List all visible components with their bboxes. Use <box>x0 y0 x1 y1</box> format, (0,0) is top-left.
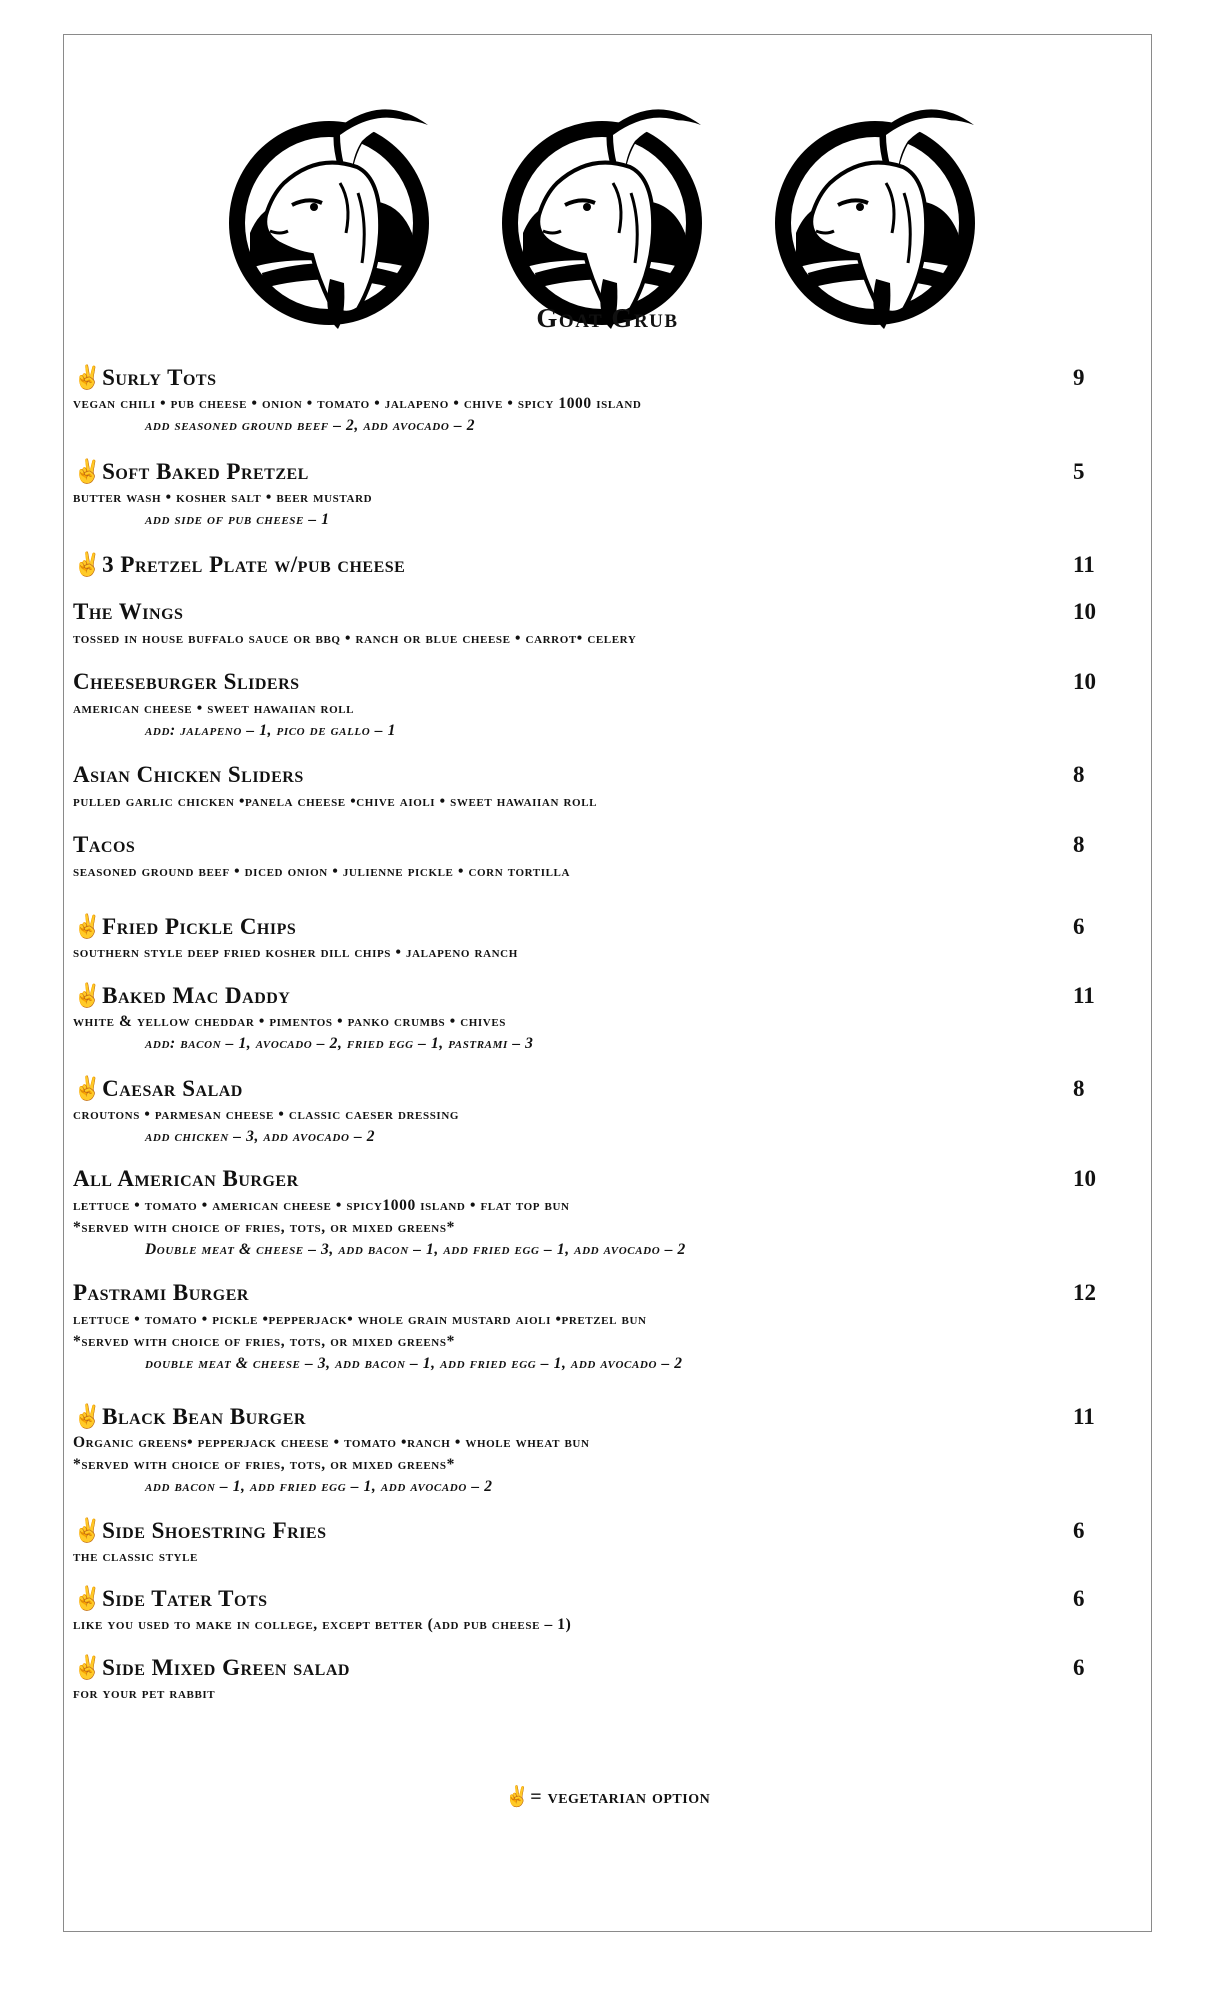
goat-logo <box>768 83 982 333</box>
item-price: 10 <box>1073 599 1096 624</box>
item-description: Organic greens• pepperjack cheese • tomato •ranch • whole wheat bun <box>73 1434 590 1451</box>
item-description: *served with choice of fries, tots, or mixed greens* <box>73 1456 455 1473</box>
item-addon: add bacon – 1, add fried egg – 1, add avocado – 2 <box>145 1478 493 1495</box>
menu-item <box>73 913 1113 964</box>
item-addon: add seasoned ground beef – 2, add avocado – 2 <box>145 417 476 434</box>
item-price: 8 <box>1073 762 1085 787</box>
item-addon: Double meat & cheese – 3, add bacon – 1, add fried egg – 1, add avocado – 2 <box>145 1241 686 1258</box>
vegetarian-icon: ✌ <box>73 1655 103 1680</box>
item-price: 6 <box>1073 1655 1085 1680</box>
item-price: 9 <box>1073 365 1085 390</box>
vegetarian-icon: ✌ <box>73 459 103 484</box>
item-price: 10 <box>1073 669 1096 694</box>
item-name: Tacos <box>73 832 136 857</box>
item-name: ✌Side Mixed Green salad <box>73 1655 350 1680</box>
item-description: croutons • parmesan cheese • classic caeser dressing <box>73 1106 460 1123</box>
menu-item <box>73 1075 1113 1148</box>
item-description: the classic style <box>73 1548 198 1565</box>
item-addon: add chicken – 3, add avocado – 2 <box>145 1128 376 1145</box>
item-description: lettuce • tomato • pickle •pepperjack• whole grain mustard aioli •pretzel bun <box>73 1311 647 1328</box>
item-addon: add: jalapeno – 1, pico de gallo – 1 <box>145 722 396 739</box>
item-name: All American Burger <box>73 1166 299 1191</box>
menu-item <box>73 669 1113 742</box>
item-description: butter wash • kosher salt • beer mustard <box>73 489 373 506</box>
menu-item <box>73 1280 1113 1375</box>
item-description: pulled garlic chicken •panela cheese •chive aioli • sweet hawaiian roll <box>73 793 598 810</box>
goat-logo <box>222 83 436 333</box>
item-description: for your pet rabbit <box>73 1685 216 1702</box>
menu-item <box>73 1403 1113 1498</box>
menu-item <box>73 599 1113 650</box>
item-name: ✌3 Pretzel Plate w/pub cheese <box>73 552 406 577</box>
vegetarian-icon: ✌ <box>73 1586 103 1611</box>
menu-item <box>73 1166 1113 1261</box>
item-description: tossed in house buffalo sauce or bbq • ranch or blue cheese • carrot• celery <box>73 630 637 647</box>
menu-item <box>73 364 1113 437</box>
item-name: ✌Soft Baked Pretzel <box>73 459 309 484</box>
item-name: ✌Side Shoestring Fries <box>73 1518 327 1543</box>
item-description: seasoned ground beef • diced onion • julienne pickle • corn tortilla <box>73 863 571 880</box>
item-name: ✌Black Bean Burger <box>73 1404 306 1429</box>
item-name: Cheeseburger Sliders <box>73 669 300 694</box>
vegetarian-icon: ✌ <box>73 983 103 1008</box>
item-description: *served with choice of fries, tots, or mixed greens* <box>73 1219 455 1236</box>
item-description: like you used to make in college, except better (add pub cheese – 1) <box>73 1616 572 1633</box>
menu-item <box>73 458 1113 531</box>
item-description: vegan chili • pub cheese • onion • tomato • jalapeno • chive • spicy 1000 island <box>73 395 642 412</box>
vegetarian-legend: ✌= vegetarian option <box>504 1786 711 1808</box>
item-name: The Wings <box>73 599 184 624</box>
vegetarian-icon: ✌ <box>73 552 103 577</box>
item-name: Asian Chicken Sliders <box>73 762 304 787</box>
item-description: white & yellow cheddar • pimentos • panko crumbs • chives <box>73 1013 506 1030</box>
goat-logo <box>495 83 709 333</box>
item-description: southern style deep fried kosher dill chips • jalapeno ranch <box>73 944 518 961</box>
item-price: 12 <box>1073 1280 1096 1305</box>
menu-item <box>73 832 1113 883</box>
menu-item <box>73 762 1113 813</box>
vegetarian-icon: ✌ <box>73 1404 103 1429</box>
item-price: 5 <box>1073 459 1085 484</box>
item-price: 8 <box>1073 832 1085 857</box>
item-name: ✌Surly Tots <box>73 365 217 390</box>
item-addon: double meat & cheese – 3, add bacon – 1, add fried egg – 1, add avocado – 2 <box>145 1355 683 1372</box>
menu-item <box>73 1585 1113 1636</box>
item-addon: add side of pub cheese – 1 <box>145 511 330 528</box>
menu-item <box>73 1654 1113 1705</box>
item-description: lettuce • tomato • american cheese • spicy1000 island • flat top bun <box>73 1197 570 1214</box>
vegetarian-icon: ✌ <box>73 1518 103 1543</box>
item-price: 6 <box>1073 914 1085 939</box>
menu-title: Goat Grub <box>536 303 679 333</box>
item-name: Pastrami Burger <box>73 1280 249 1305</box>
item-price: 10 <box>1073 1166 1096 1191</box>
item-price: 6 <box>1073 1518 1085 1543</box>
item-name: ✌Fried Pickle Chips <box>73 914 297 939</box>
vegetarian-icon: ✌ <box>73 365 103 390</box>
item-price: 11 <box>1073 1404 1095 1429</box>
item-name: ✌Side Tater Tots <box>73 1586 268 1611</box>
menu-item <box>73 551 1113 580</box>
item-price: 8 <box>1073 1076 1085 1101</box>
vegetarian-icon: ✌ <box>73 1076 103 1101</box>
item-name: ✌Caesar Salad <box>73 1076 243 1101</box>
menu-item <box>73 1517 1113 1568</box>
item-price: 11 <box>1073 983 1095 1008</box>
menu-item <box>73 982 1113 1055</box>
menu-page <box>63 34 1152 1932</box>
vegetarian-icon: ✌ <box>73 914 103 939</box>
item-description: american cheese • sweet hawaiian roll <box>73 700 355 717</box>
item-price: 6 <box>1073 1586 1085 1611</box>
item-description: *served with choice of fries, tots, or mixed greens* <box>73 1333 455 1350</box>
item-price: 11 <box>1073 552 1095 577</box>
item-name: ✌Baked Mac Daddy <box>73 983 291 1008</box>
item-addon: add: bacon – 1, avocado – 2, fried egg – 1, pastrami – 3 <box>145 1035 534 1052</box>
goat-logo-row <box>64 83 1151 333</box>
